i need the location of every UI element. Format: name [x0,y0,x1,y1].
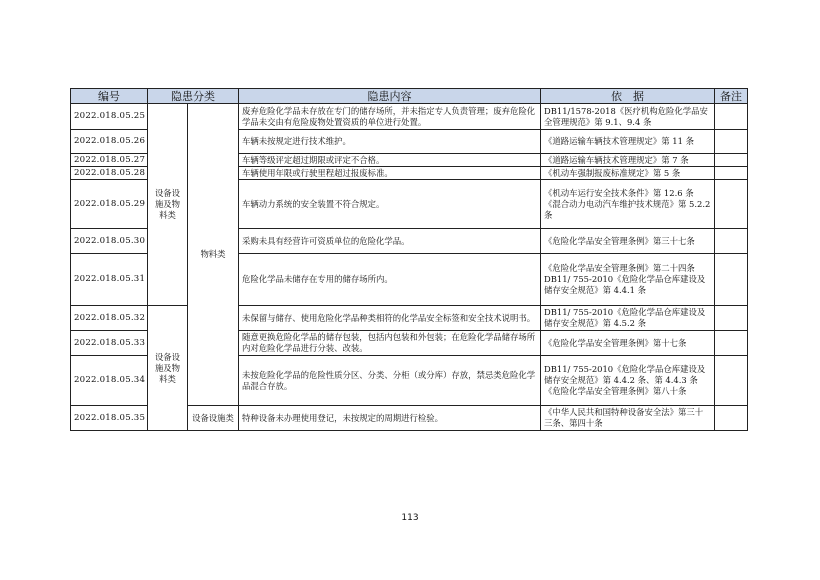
table-header-row [71,89,748,104]
header-category: 隐患分类 [148,89,239,104]
category-outer: 设备设施及物料类 [148,306,188,431]
row-code: 2022.018.05.25 [71,104,148,130]
row-basis: DB11/ 755-2010《危险化学品仓库建设及储存安全规范》第 4.5.2 条 [541,306,715,331]
row-content: 未按危险化学品的危险性质分区、分类、分柜（或分库）存放，禁忌类危险化学品混合存放。 [239,356,541,406]
category-inner: 物料类 [188,104,239,406]
row-note [715,356,748,406]
row-code: 2022.018.05.28 [71,167,148,180]
row-note [715,104,748,130]
row-content: 采购未具有经营许可资质单位的危险化学品。 [239,229,541,254]
row-basis: DB11/1578-2018《医疗机构危险化学品安全管理规范》第 9.1、9.4 条 [541,104,715,130]
row-basis: 《道路运输车辆技术管理规定》第 7 条 [541,154,715,167]
header-basis: 依 据 [541,89,715,104]
row-note [715,130,748,154]
row-basis: 《机动车强制报废标准规定》第 5 条 [541,167,715,180]
row-code: 2022.018.05.26 [71,130,148,154]
row-code: 2022.018.05.32 [71,306,148,331]
row-content: 危险化学品未储存在专用的储存场所内。 [239,254,541,306]
row-content: 车辆使用年限或行驶里程超过报废标准。 [239,167,541,180]
category-inner: 设备设施类 [188,406,239,431]
row-content: 随意更换危险化学品的储存包装，包括内包装和外包装；在危险化学品储存场所内对危险化学品进行分装、改装。 [239,331,541,356]
row-note [715,331,748,356]
row-code: 2022.018.05.34 [71,356,148,406]
row-content: 特种设备未办理使用登记，未按规定的周期进行检验。 [239,406,541,431]
row-code: 2022.018.05.27 [71,154,148,167]
row-code: 2022.018.05.29 [71,180,148,229]
row-basis: 《危险化学品安全管理条例》第三十七条 [541,229,715,254]
row-content: 车辆动力系统的安全装置不符合规定。 [239,180,541,229]
hazard-table [70,88,748,431]
row-note [715,154,748,167]
row-note [715,306,748,331]
row-basis: 《机动车运行安全技术条件》第 12.6 条 《混合动力电动汽车维护技术规范》第 5.2.2 条 [541,180,715,229]
row-basis: 《危险化学品安全管理条例》第二十四条 DB11/ 755-2010《危险化学品仓库建设及储存安全规范》第 4.4.1 条 [541,254,715,306]
row-code: 2022.018.05.35 [71,406,148,431]
row-note [715,254,748,306]
row-basis: 《中华人民共和国特种设备安全法》第三十三条、第四十条 [541,406,715,431]
row-content: 未保留与储存、使用危险化学品种类相符的化学品安全标签和安全技术说明书。 [239,306,541,331]
row-note [715,406,748,431]
row-content: 车辆未按规定进行技术维护。 [239,130,541,154]
row-basis: 《道路运输车辆技术管理规定》第 11 条 [541,130,715,154]
row-code: 2022.018.05.30 [71,229,148,254]
row-content: 废弃危险化学品未存放在专门的储存场所，并未指定专人负责管理；废弃危险化学品未交由有危险废物处置资质的单位进行处置。 [239,104,541,130]
row-code: 2022.018.05.31 [71,254,148,306]
row-content: 车辆等级评定超过期限或评定不合格。 [239,154,541,167]
table-row [71,306,748,331]
row-code: 2022.018.05.33 [71,331,148,356]
category-outer: 设备设施及物料类 [148,104,188,306]
row-basis: DB11/ 755-2010《危险化学品仓库建设及储存安全规范》第 4.4.2 条、第 4.4.3 条 《危险化学品安全管理条例》第八十条 [541,356,715,406]
row-note [715,229,748,254]
row-basis: 《危险化学品安全管理条例》第十七条 [541,331,715,356]
table-row [71,104,748,130]
header-content: 隐患内容 [239,89,541,104]
row-note [715,180,748,229]
header-note: 备注 [715,89,748,104]
row-note [715,167,748,180]
header-code: 编号 [71,89,148,104]
page-number: 113 [401,513,419,523]
